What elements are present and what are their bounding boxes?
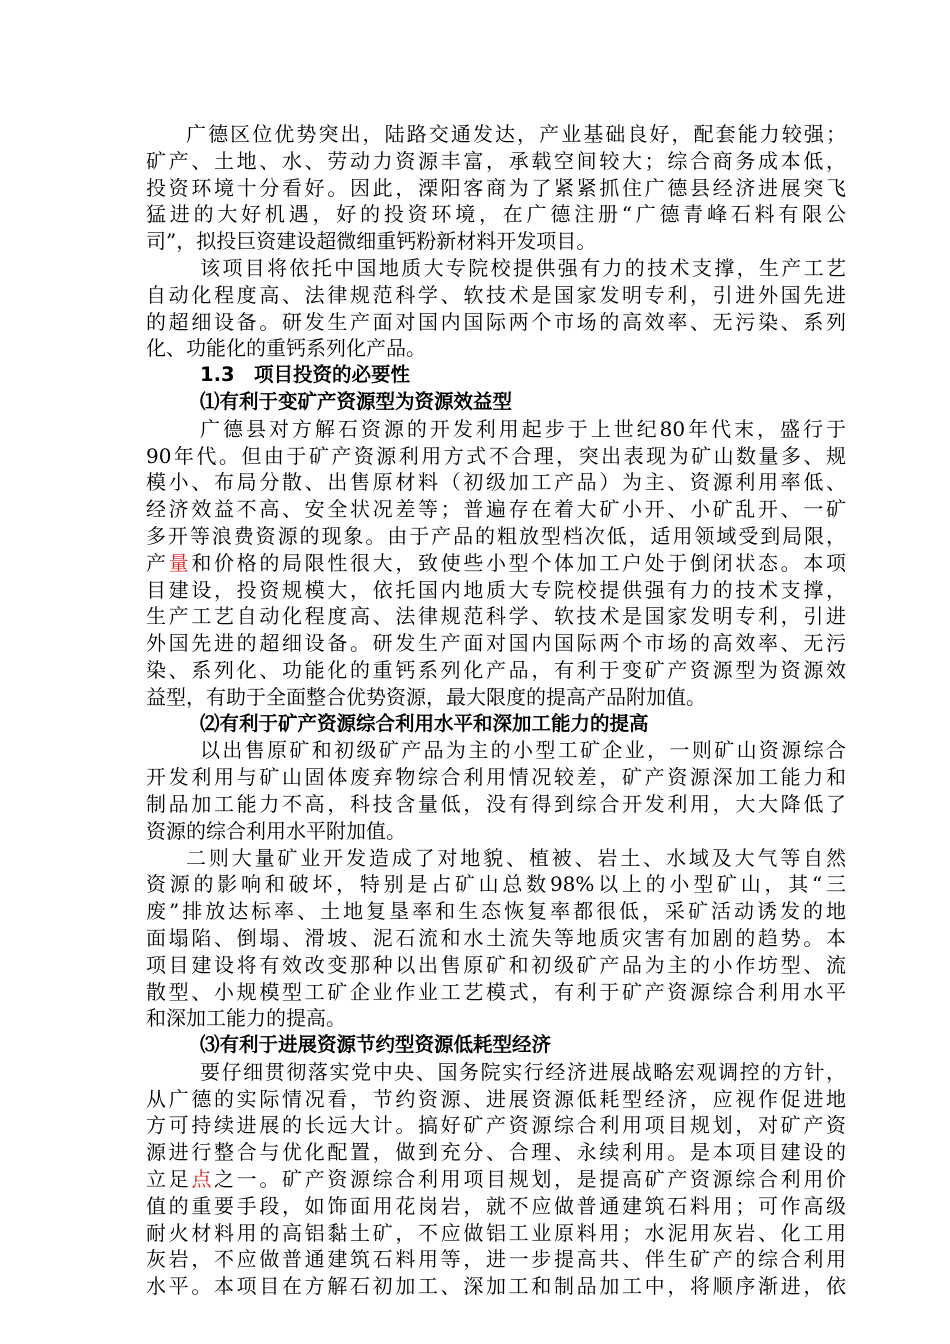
paragraph-line: 目建设，投资规模大，依托国内地质大专院校提供强有力的技术支撑， [146,577,846,602]
paragraph-line: 多开等浪费资源的现象。由于产品的粗放型档次低，适用领域受到局限， [146,523,846,548]
paragraph-line [146,550,846,577]
text-run: 产 [146,550,169,575]
paragraph-line: 外国先进的超细设备。研发生产面对国内国际两个市场的高效率、无污 [146,631,846,656]
paragraph-line: 值的重要手段，如饰面用花岗岩，就不应做普通建筑石料用；可作高级 [146,1193,846,1218]
paragraph-line: 生产工艺自动化程度高、法律规范科学、软技术是国家发明专利，引进 [146,604,846,629]
paragraph-line [146,1166,846,1193]
paragraph-line: 资源的综合利用水平附加值。 [146,818,406,843]
paragraph-line: 90年代。但由于矿产资源利用方式不合理，突出表现为矿山数量多、规 [146,443,846,468]
text-run: 和价格的局限性很大，致使些小型个体加工户处于倒闭状态。本项 [191,550,847,575]
section-heading: ⑵有利于矿产资源综合利用水平和深加工能力的提高 [200,711,649,735]
paragraph-line: 投资环境十分看好。因此，溧阳客商为了紧紧抓住广德县经济进展突飞 [146,175,846,200]
paragraph-line: 化、功能化的重钙系列化产品。 [146,336,426,361]
paragraph-line: 和深加工能力的提高。 [146,1006,346,1031]
paragraph-line: 资源的影响和破坏，特别是占矿山总数98%以上的小型矿山，其“三 [146,872,846,897]
section-heading: ⑴有利于变矿产资源型为资源效益型 [200,389,513,413]
paragraph-line: 的超细设备。研发生产面对国内国际两个市场的高效率、无污染、系列 [146,309,846,334]
paragraph-line: 广德县对方解石资源的开发利用起步于上世纪80年代末，盛行于 [200,416,846,441]
paragraph-line: 矿产、土地、水、劳动力资源丰富，承载空间较大；综合商务成本低， [146,148,846,173]
paragraph-line: 耐火材料用的高铝黏土矿，不应做铝工业原料用；水泥用灰岩、化工用 [146,1220,846,1245]
paragraph-line: 项目建设将有效改变那种以出售原矿和初级矿产品为主的小作坊型、流 [146,952,846,977]
paragraph-line: 染、系列化、功能化的重钙系列化产品，有利于变矿产资源型为资源效 [146,657,846,682]
paragraph-line: 猛进的大好机遇，好的投资环境，在广德注册“广德青峰石料有限公 [146,202,846,227]
section-heading: 1.3 项目投资的必要性 [200,363,411,387]
paragraph-line: 开发利用与矿山固体废弃物综合利用情况较差，矿产资源深加工能力和 [146,765,846,790]
paragraph-line: 该项目将依托中国地质大专院校提供强有力的技术支撑，生产工艺 [200,255,846,280]
paragraph-line: 制品加工能力不高，科技含量低，没有得到综合开发利用，大大降低了 [146,791,846,816]
highlighted-char: 量 [168,550,192,575]
paragraph-line: 二则大量矿业开发造成了对地貌、植被、岩土、水域及大气等自然 [186,845,846,870]
paragraph-line: 模小、布局分散、出售原材料（初级加工产品）为主、资源利用率低、 [146,470,846,495]
paragraph-line: 水平。本项目在方解石初加工、深加工和制品加工中，将顺序渐进，依 [146,1274,846,1299]
paragraph-line: 要仔细贯彻落实党中央、国务院实行经济进展战略宏观调控的方针， [200,1059,846,1084]
paragraph-line: 方可持续进展的长远大计。搞好矿产资源综合利用项目规划，对矿产资 [146,1113,846,1138]
section-heading: ⑶有利于进展资源节约型资源低耗型经济 [200,1033,552,1057]
paragraph-line: 经济效益不高、安全状况差等；普遍存在着大矿小开、小矿乱开、一矿 [146,497,846,522]
paragraph-line: 自动化程度高、法律规范科学、软技术是国家发明专利，引进外国先进 [146,282,846,307]
paragraph-line: 以出售原矿和初级矿产品为主的小型工矿企业，一则矿山资源综合 [200,738,846,763]
text-run: 之一。矿产资源综合利用项目规划，是提高矿产资源综合利用价 [214,1167,847,1192]
paragraph-line: 益型，有助于全面整合优势资源，最大限度的提高产品附加值。 [146,684,706,709]
paragraph-line: 灰岩，不应做普通建筑石料用等，进一步提高共、伴生矿产的综合利用 [146,1247,846,1272]
paragraph-line: 司”，拟投巨资建设超微细重钙粉新材料开发项目。 [146,229,597,254]
highlighted-char: 点 [191,1167,215,1192]
paragraph-line: 面塌陷、倒塌、滑坡、泥石流和水土流失等地质灾害有加剧的趋势。本 [146,925,846,950]
text-run: 立足 [146,1167,192,1192]
paragraph-line: 广德区位优势突出，陆路交通发达，产业基础良好，配套能力较强； [186,122,846,146]
paragraph-line: 源进行整合与优化配置，做到充分、合理、永续利用。是本项目建设的 [146,1140,846,1165]
paragraph-line: 从广德的实际情况看，节约资源、进展资源低耗型经济，应视作促进地 [146,1086,846,1111]
paragraph-line: 散型、小规模型工矿企业作业工艺模式，有利于矿产资源综合利用水平 [146,979,846,1004]
paragraph-line: 废”排放达标率、土地复垦率和生态恢复率都很低，采矿活动诱发的地 [146,899,846,924]
document-page [146,121,846,1300]
